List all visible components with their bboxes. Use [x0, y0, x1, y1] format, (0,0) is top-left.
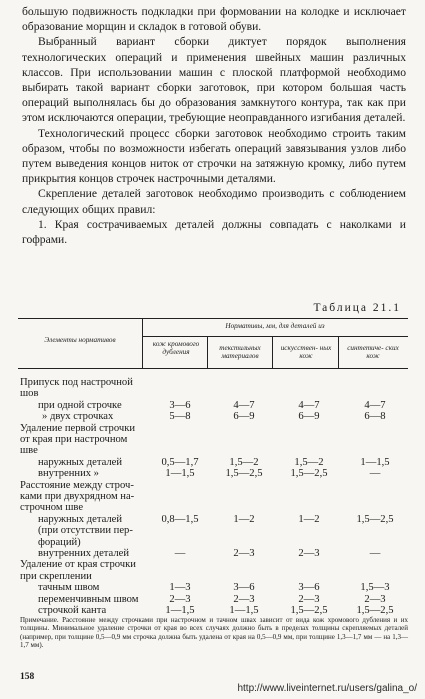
row-value-3: 3—6 — [298, 582, 320, 594]
paragraph-1: большую подвижность подкладки при формовании на колодке и исключает образование морщин и складок в готовой обуви. — [22, 5, 406, 34]
row-value-3: 6—9 — [298, 411, 320, 423]
table-top-rule — [18, 318, 408, 319]
row-label: Удаление от края строчки — [20, 559, 136, 571]
row-value-4: 6—8 — [364, 411, 386, 423]
row-label: (при отсутствии пер- — [38, 525, 133, 537]
row-value-2: 4—7 — [233, 399, 255, 411]
row-value-4: — — [369, 548, 381, 559]
row-label: внутренних » — [38, 468, 99, 480]
row-value-1: 0,5—1,7 — [161, 456, 199, 468]
row-value-3: 2—3 — [298, 548, 320, 559]
header-col2: текстильных материалов — [219, 344, 261, 361]
paragraph-5: 1. Края сострачиваемых деталей должны совпадать с наколками и гофрами. — [22, 217, 406, 247]
col-divider-3 — [338, 336, 339, 368]
row-value-3: 1,5—2 — [294, 456, 324, 468]
row-label: при одной строчке — [38, 399, 122, 411]
group-header-rule — [142, 336, 408, 337]
row-value-3: 1,5—2,5 — [290, 468, 328, 480]
row-label: тачным швом — [38, 582, 100, 594]
row-value-1: 3—6 — [169, 399, 191, 411]
row-label: фораций) — [38, 536, 81, 548]
row-label: Расстояние между строч- — [20, 479, 134, 491]
row-value-2: 2—3 — [233, 593, 255, 605]
row-value-1: — — [174, 548, 186, 559]
col-divider-2 — [272, 336, 273, 368]
row-value-3: 4—7 — [298, 399, 320, 411]
row-label: наружных деталей — [38, 456, 123, 468]
row-value-2: 2—3 — [233, 548, 255, 559]
row-label: переменчивным швом — [38, 593, 139, 605]
header-group: Нормативы, мм, для деталей из — [225, 322, 325, 330]
row-value-2: 6—9 — [233, 411, 255, 423]
row-value-1: 1—1,5 — [165, 605, 195, 616]
header-bottom-rule — [18, 368, 408, 369]
row-value-1: 5—8 — [169, 411, 191, 423]
row-value-4: 1,5—3 — [360, 582, 390, 594]
row-value-4: — — [369, 468, 381, 480]
row-label: шов — [20, 388, 39, 400]
row-value-4: 1,5—2,5 — [356, 605, 394, 616]
header-col0: Элементы нормативов — [44, 336, 116, 344]
row-value-3: 1,5—2,5 — [290, 605, 328, 616]
paragraph-4: Скрепление деталей заготовок необходимо производить с соблюдением следующих общих правил: — [22, 187, 406, 216]
row-value-2: 1—1,5 — [229, 605, 259, 616]
paragraph-3: Технологический процесс сборки заготовок необходимо строить таким образом, чтобы по возможности избегать операций завязывания узлов либо путем выведения концов ниток от строчки на затяжную кромку, либо путем прикрытия концов строчек настрочными деталями. — [22, 126, 406, 186]
row-label: строчном шве — [20, 502, 84, 514]
row-label: внутренних деталей — [38, 548, 129, 559]
row-label: » двух строчках — [42, 411, 114, 423]
row-value-3: 1—2 — [298, 513, 320, 525]
row-label: от края при настрочном — [20, 434, 128, 445]
text-body — [22, 4, 406, 247]
row-label: ками при двухрядном на- — [20, 491, 135, 502]
row-value-1: 0,8—1,5 — [161, 513, 199, 525]
table-note: Примечание. Расстояние между строчками при настрочном и тачном швах зависит от вида кож хромового дубления и их толщины. Минимальное удаление строчки от края во всех случаях должно быть в пределах толщины скрепляемых деталей (например, при толщине 0,5—0,9 мм строчка должна быть удалена от края на 0,5—0,9 мм, при толщине 1,3—1,7 мм — на 1,3—1,7 мм). — [20, 616, 408, 650]
row-value-3: 2—3 — [298, 593, 320, 605]
paragraph-2: Выбранный вариант сборки диктует порядок выполнения технологических операций и применения швейных машин различных классов. При использовании машин с плоской платформой необходимо выбирать такой вариант сборки заготовок, при котором большая часть операций выполнялась бы до образования замкнутого контура, так как при этом исключаются операции, требующие неоправданного изгибания деталей. — [22, 35, 406, 125]
table-caption: Таблица 21.1 — [313, 302, 401, 314]
row-value-4: 2—3 — [364, 593, 386, 605]
header-col1: кож кромового дубления — [152, 340, 200, 357]
row-label: строчкой канта — [38, 605, 107, 616]
col-divider-1 — [207, 336, 208, 368]
row-value-1: 1—1,5 — [165, 468, 195, 480]
header-col3: искусствен- ных кож — [280, 344, 332, 361]
row-value-4: 4—7 — [364, 399, 386, 411]
row-value-4: 1,5—2,5 — [356, 513, 394, 525]
row-value-2: 3—6 — [233, 582, 255, 594]
row-label: при скреплении — [20, 570, 92, 582]
row-value-2: 1—2 — [233, 513, 255, 525]
row-label: шве — [20, 445, 38, 457]
row-value-1: 1—3 — [169, 582, 191, 594]
row-value-1: 2—3 — [169, 593, 191, 605]
row-label: наружных деталей — [38, 513, 123, 525]
row-value-2: 1,5—2,5 — [225, 468, 263, 480]
header-col4: синтетиче- ских кож — [347, 344, 399, 361]
row-value-4: 1—1,5 — [360, 456, 390, 468]
row-value-2: 1,5—2 — [229, 456, 259, 468]
row-label: Удаление первой строчки — [20, 422, 136, 434]
page-number: 158 — [20, 672, 35, 682]
col-divider-0 — [142, 318, 143, 368]
row-label: Припуск под настрочной — [20, 377, 133, 388]
watermark-url: http://www.liveinternet.ru/users/galina_o/ — [237, 683, 417, 694]
